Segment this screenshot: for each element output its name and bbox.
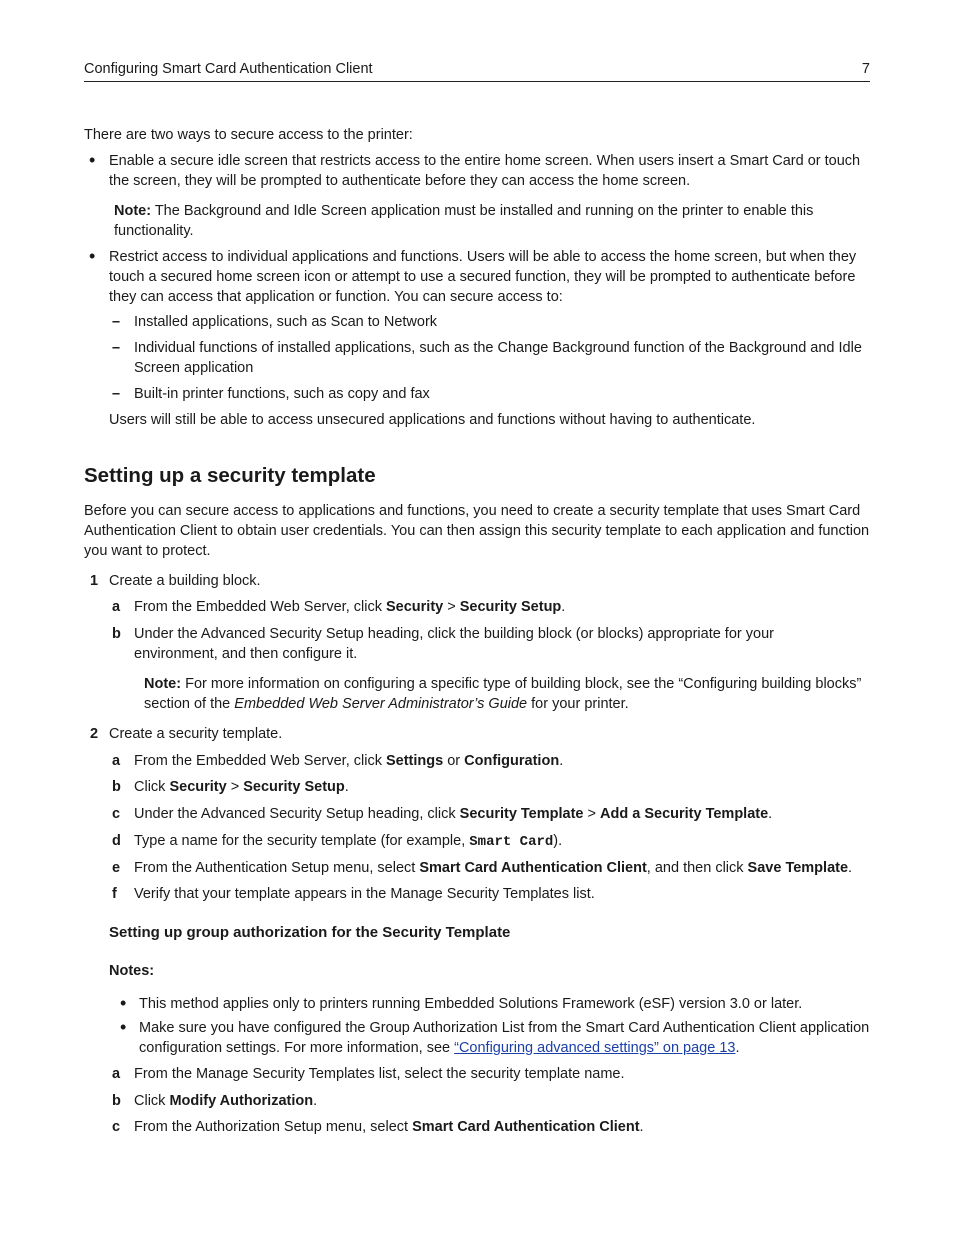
substep-letter: b <box>112 626 121 642</box>
dash-icon: – <box>112 340 121 356</box>
intro-text: There are two ways to secure access to the printer: <box>84 127 413 143</box>
note-label: Note: <box>144 676 182 692</box>
dash-item-1: Installed applications, such as Scan to Network <box>134 314 438 330</box>
bold-text: Security Template <box>459 806 584 822</box>
code-text: Smart Card <box>469 834 554 850</box>
substep-letter: d <box>112 833 121 849</box>
italic-text: Embedded Web Server Administrator’s Guide <box>234 696 528 712</box>
step-number: 1 <box>90 573 99 589</box>
bold-text: Smart Card Authentication Client <box>412 1119 640 1135</box>
header-title: Configuring Smart Card Authentication Client <box>84 61 373 77</box>
text: > <box>226 779 244 795</box>
note-item-2 <box>139 1018 870 1058</box>
note-item-1: This method applies only to printers running Embedded Solutions Framework (eSF) version 3.0 or later. <box>139 996 803 1012</box>
note-label: Note: <box>114 203 152 219</box>
after-dash-text: Users will still be able to access unsecured applications and functions without having to authenticate. <box>109 412 756 428</box>
text: for your printer. <box>527 696 629 712</box>
bullet-icon: • <box>89 150 96 170</box>
substep-letter: a <box>112 753 121 769</box>
page-header <box>84 61 870 82</box>
step-2e <box>134 858 879 878</box>
text: > <box>443 599 460 615</box>
bullet-icon: • <box>120 1017 127 1037</box>
bold-text: Smart Card Authentication Client <box>419 860 647 876</box>
text: , and then click <box>646 860 748 876</box>
text: ). <box>553 833 563 849</box>
group-step-b <box>134 1091 870 1111</box>
bold-text: Security Setup <box>243 779 345 795</box>
step-2c <box>134 804 870 824</box>
subsection-title: Setting up group authorization for the Security Template <box>109 924 511 941</box>
text: Type a name for the security template (for example, <box>134 833 470 849</box>
substep-letter: a <box>112 599 121 615</box>
bullet-2: Restrict access to individual applications and functions. Users will be able to access the home screen, but when they touch a secured home screen icon or attempt to use a secured function, they will be prompted to authenticate before they can access that application or function. You can secure access to: <box>109 249 857 305</box>
text: . <box>561 599 566 615</box>
bullet-icon: • <box>120 993 127 1013</box>
substep-letter: b <box>112 1093 121 1109</box>
text: From the Embedded Web Server, click <box>134 599 386 615</box>
text: . <box>313 1093 318 1109</box>
text: From the Authentication Setup menu, select <box>134 860 420 876</box>
text: From the Embedded Web Server, click <box>134 753 386 769</box>
note-2 <box>144 674 870 714</box>
page-number: 7 <box>861 61 870 77</box>
step-2a <box>134 751 870 771</box>
text: . <box>559 753 564 769</box>
section-intro: Before you can secure access to applications and functions, you need to create a security template that uses Smart Card Authentication Client to obtain user credentials. You can then assign this security template to each application and function you want to protect. <box>84 503 870 559</box>
text: . <box>344 779 349 795</box>
dash-item-2: Individual functions of installed applications, such as the Change Background function of the Background and Idle Screen application <box>134 340 862 376</box>
text: Click <box>134 779 170 795</box>
text: or <box>443 753 465 769</box>
text: . <box>735 1040 740 1056</box>
text: . <box>639 1119 644 1135</box>
text: Under the Advanced Security Setup heading, click <box>134 806 460 822</box>
bold-text: Security <box>385 599 444 615</box>
group-step-a: From the Manage Security Templates list, select the security template name. <box>134 1066 625 1082</box>
group-step-c <box>134 1117 870 1137</box>
text: . <box>768 806 773 822</box>
substep-letter: b <box>112 779 121 795</box>
bold-text: Modify Authorization <box>169 1093 314 1109</box>
bullet-icon: • <box>89 246 96 266</box>
step-2d <box>134 831 870 852</box>
bold-text: Security Setup <box>459 599 562 615</box>
bold-text: Settings <box>385 753 444 769</box>
substep-letter: c <box>112 806 121 822</box>
section-title: Setting up a security template <box>84 464 376 487</box>
text: For more information on configuring a specific type of building block, see the “Configuring building blocks” section of the <box>144 676 862 712</box>
step-2b <box>134 777 870 797</box>
step-1-text: Create a building block. <box>109 573 261 589</box>
bold-text: Security <box>169 779 227 795</box>
text: Click <box>134 1093 170 1109</box>
substep-letter: f <box>112 886 117 902</box>
step-1a <box>134 597 870 617</box>
dash-icon: – <box>112 386 121 402</box>
configuring-advanced-settings-link[interactable]: “Configuring advanced settings” on page 13 <box>454 1040 736 1056</box>
text: > <box>583 806 601 822</box>
text: Make sure you have configured the Group Authorization List from the Smart Card Authentication Client application configuration settings. For more information, see <box>139 1020 870 1056</box>
bold-text: Configuration <box>464 753 560 769</box>
step-2-text: Create a security template. <box>109 726 283 742</box>
dash-item-3: Built-in printer functions, such as copy and fax <box>134 386 430 402</box>
step-number: 2 <box>90 726 99 742</box>
bold-text: Add a Security Template <box>600 806 769 822</box>
dash-icon: – <box>112 314 121 330</box>
substep-letter: e <box>112 860 121 876</box>
note-text: The Background and Idle Screen application must be installed and running on the printer to enable this functionality. <box>114 203 814 239</box>
bullet-1: Enable a secure idle screen that restricts access to the entire home screen. When users insert a Smart Card or touch the screen, they will be prompted to authenticate before they can access the home screen. <box>109 153 861 189</box>
bold-text: Save Template <box>747 860 849 876</box>
text: From the Authorization Setup menu, select <box>134 1119 413 1135</box>
step-1b: Under the Advanced Security Setup heading, click the building block (or blocks) appropriate for your environment, and then configure it. <box>134 626 774 662</box>
substep-letter: a <box>112 1066 121 1082</box>
substep-letter: c <box>112 1119 121 1135</box>
text: . <box>848 860 853 876</box>
note-1 <box>114 201 870 241</box>
step-2f: Verify that your template appears in the Manage Security Templates list. <box>134 886 595 902</box>
notes-label: Notes: <box>109 963 155 979</box>
